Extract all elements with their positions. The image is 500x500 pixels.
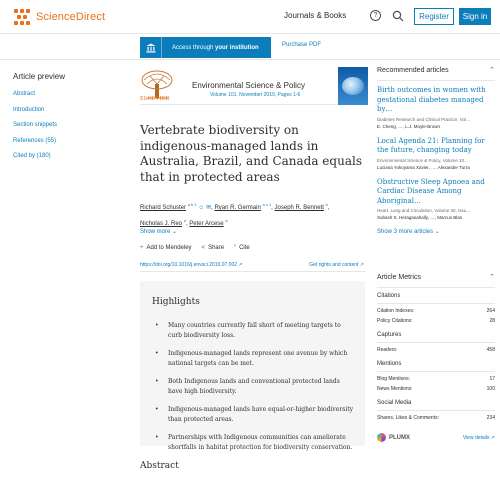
quote-icon: “ xyxy=(234,245,237,251)
metric-row: Readers: 458 xyxy=(377,347,495,353)
share-icon: < xyxy=(201,245,206,251)
preview-link-references[interactable]: References (55) xyxy=(13,137,57,144)
purchase-pdf-link[interactable]: Purchase PDF xyxy=(282,42,322,48)
chevron-up-icon[interactable]: ⌃ xyxy=(489,67,495,74)
external-link-icon: ↗ xyxy=(238,262,243,268)
metrics-title: Article Metrics xyxy=(377,273,421,281)
author-name[interactable]: Richard Schuster xyxy=(140,205,187,211)
recommended-item xyxy=(377,178,495,221)
sign-in-button[interactable]: Sign in xyxy=(459,8,491,25)
author-name[interactable]: Ryan R. Germain xyxy=(214,205,261,211)
doi-row xyxy=(140,262,366,272)
chevron-up-icon[interactable]: ⌃ xyxy=(489,274,495,281)
highlight-item: • Many countries currently fall short of meeting targets to curb biodiversity loss. xyxy=(152,321,353,340)
doi-link[interactable]: https://doi.org/10.1016/j.envsci.2019.07.002 ↗ xyxy=(140,262,243,268)
show-more-articles-button[interactable]: Show 3 more articles ⌄ xyxy=(377,229,440,235)
person-icon[interactable]: ☺ xyxy=(198,205,205,211)
preview-link-abstract[interactable]: Abstract xyxy=(13,91,36,97)
article-preview-nav xyxy=(13,72,113,169)
access-bar xyxy=(0,34,500,60)
access-label: Access through your institution xyxy=(172,44,259,51)
email-icon[interactable]: ✉ xyxy=(206,205,212,211)
show-more-label: Show more xyxy=(140,229,171,235)
metric-row: Shares, Likes & Comments: 234 xyxy=(377,415,495,421)
highlight-item: • Partnerships with Indigenous communities can ameliorate shortfalls in habitat protection for biodiversity conservation. xyxy=(152,433,353,452)
sciencedirect-logo[interactable] xyxy=(14,9,105,25)
plumx-row xyxy=(377,433,495,442)
metrics-header[interactable] xyxy=(377,273,495,288)
search-icon[interactable] xyxy=(392,10,404,22)
journals-books-link[interactable]: Journals & Books xyxy=(284,11,347,20)
rights-link[interactable]: Get rights and content ↗ xyxy=(309,262,364,268)
highlight-item: • Indigenous-managed lands represent one avenue by which national targets can be met. xyxy=(152,349,353,368)
plumx-icon xyxy=(377,433,386,442)
show-more-button[interactable] xyxy=(140,228,177,235)
plus-icon: + xyxy=(140,245,144,251)
journal-cover-image[interactable] xyxy=(338,67,368,105)
external-link-icon: ↗ xyxy=(359,262,364,268)
top-navigation xyxy=(0,0,500,34)
highlights-title: Highlights xyxy=(152,297,200,307)
add-to-mendeley-button[interactable]: + Add to Mendeley xyxy=(140,245,192,251)
preview-link-section-snippets[interactable]: Section snippets xyxy=(13,122,58,128)
metric-row: Blog Mentions: 17 xyxy=(377,376,495,382)
register-button[interactable]: Register xyxy=(414,8,454,25)
recommended-header[interactable] xyxy=(377,66,495,81)
metric-row: Policy Citations: 28 xyxy=(377,318,495,324)
article-actions xyxy=(140,245,250,251)
journal-header xyxy=(140,67,366,105)
recommended-item-authors: Luciana Yokoyama Xavier, …, Alexander Turra xyxy=(377,164,470,170)
metrics-section-mentions: Mentions xyxy=(377,361,495,372)
recommended-item-source: Diabetes Research and Clinical Practice, Vol… xyxy=(377,116,471,122)
elsevier-wordmark: ELSEVIER xyxy=(140,96,170,102)
metric-row: News Mentions: 100 xyxy=(377,386,495,392)
recommended-item-title[interactable]: Obstructive Sleep Apnoea and Cardiac Disease Among Aboriginal… xyxy=(377,177,485,205)
recommended-panel xyxy=(377,66,495,249)
recommended-item-authors: E. Cheng, …, L.J. Moyle-Brown xyxy=(377,123,441,129)
external-link-icon: ↗ xyxy=(490,434,495,441)
author-list: Richard Schuster $^{a b 1}$ ☺ ✉, Ryan R. Germain $^{a c 1}$, Joseph R. Bennett $^b$, Nicholas J. Reo $^d$, Peter Arcese $^a$ xyxy=(140,202,330,227)
help-icon[interactable]: ? xyxy=(370,10,381,21)
author-affiliation[interactable]: d xyxy=(183,217,186,223)
preview-link-cited-by[interactable]: Cited by (180) xyxy=(13,153,51,159)
author-name[interactable]: Joseph R. Bennett xyxy=(274,205,324,211)
plumx-logo[interactable]: PLUMX xyxy=(377,433,410,442)
cite-button[interactable]: “ Cite xyxy=(234,245,250,251)
institution-icon xyxy=(140,37,162,58)
author-name[interactable]: Peter Arcese xyxy=(189,220,224,227)
article-metrics-panel xyxy=(377,273,495,442)
metrics-section-citations: Citations xyxy=(377,293,495,304)
metric-row: Citation Indexes: 264 xyxy=(377,308,495,314)
recommended-item-authors: Subash S. Heraganahally, …, Marcus Blan xyxy=(377,215,463,220)
highlights-list xyxy=(152,321,353,452)
preview-link-introduction[interactable]: Introduction xyxy=(13,106,45,113)
highlight-item: • Indigenous-managed lands have equal-or-higher biodiversity than protected areas. xyxy=(152,405,353,424)
metrics-section-social: Social Media xyxy=(377,400,495,411)
chevron-down-icon: ⌄ xyxy=(434,229,440,235)
recommended-item-title[interactable]: Birth outcomes in women with gestational diabetes managed by… xyxy=(377,86,486,113)
highlights-box xyxy=(140,281,365,451)
article-title: Vertebrate biodiversity on indigenous-managed lands in Australia, Brazil, and Canada equals that in protected areas xyxy=(140,123,362,184)
preview-title: Article preview xyxy=(13,72,66,81)
recommended-item-source: Environmental Science & Policy, Volume 10… xyxy=(377,157,469,163)
author-name[interactable]: Nicholas J. Reo xyxy=(140,220,183,227)
author-affiliation[interactable]: b xyxy=(325,202,328,207)
brand-name: ScienceDirect xyxy=(36,11,106,23)
view-details-link[interactable]: View details ↗ xyxy=(462,434,495,441)
abstract-heading: Abstract xyxy=(140,461,179,471)
highlight-item: • Both Indigenous lands and conventional protected lands have high biodiversity. xyxy=(152,377,353,396)
recommended-title: Recommended articles xyxy=(377,66,449,74)
recommended-item-title[interactable]: Local Agenda 21: Planning for the future, changing today xyxy=(377,136,485,154)
journal-name[interactable]: Environmental Science & Policy xyxy=(192,81,305,90)
chevron-down-icon: ⌄ xyxy=(172,229,178,235)
recommended-item-source: Heart, Lung and Circulation, Volume 30, Issu… xyxy=(377,208,471,213)
access-institution-button[interactable] xyxy=(140,37,271,58)
recommended-item xyxy=(377,137,495,170)
share-button[interactable]: < Share xyxy=(201,245,225,251)
recommended-item xyxy=(377,86,495,129)
author-affiliation[interactable]: a xyxy=(225,217,228,223)
journal-volume[interactable]: Volume 101, November 2019, Pages 1-6 xyxy=(210,92,301,98)
metrics-section-captures: Captures xyxy=(377,332,495,343)
author-affiliation[interactable]: a b 1 xyxy=(187,202,197,207)
author-affiliation[interactable]: a c 1 xyxy=(262,202,272,207)
sciencedirect-logo-icon xyxy=(14,9,30,25)
